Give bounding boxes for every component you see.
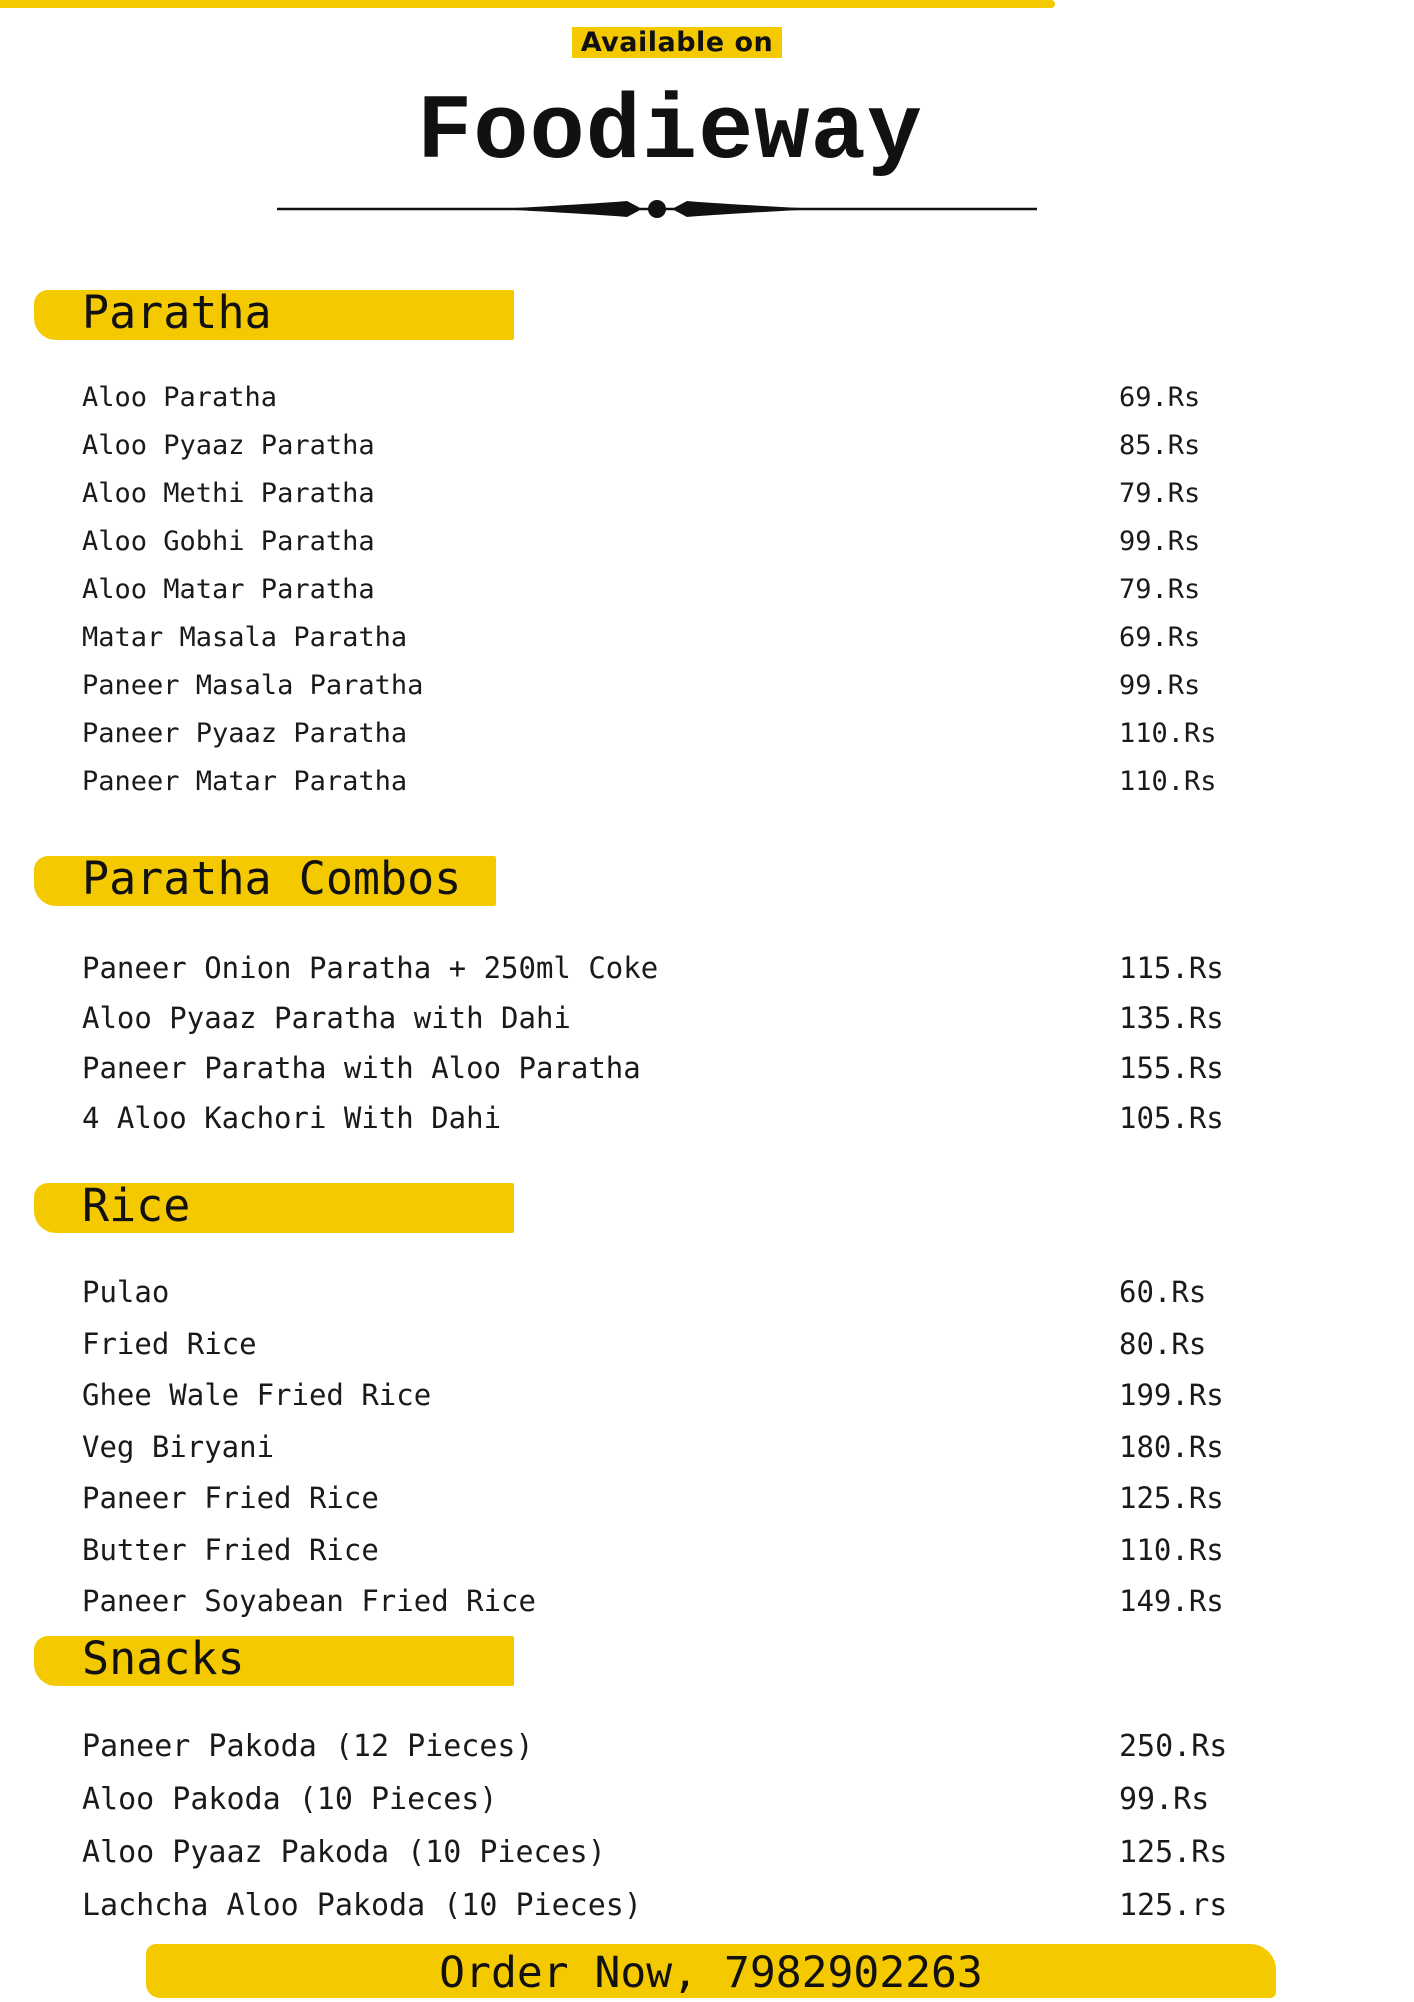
menu-item [82,1720,1232,1773]
menu-item [82,662,1232,710]
item-price: 115.Rs [1119,951,1224,985]
item-name: Butter Fried Rice [82,1532,379,1567]
item-name: Paneer Onion Paratha + 250ml Coke [82,951,659,985]
menu-item [82,1525,1232,1577]
item-price: 99.Rs [1119,1782,1210,1817]
item-name: Paneer Pyaaz Paratha [82,718,408,749]
item-name: Aloo Gobhi Paratha [82,526,375,557]
menu-item [82,1576,1232,1628]
item-name: Paneer Soyabean Fried Rice [82,1584,536,1618]
section-title-snacks: Snacks [82,1632,245,1685]
order-now-text: Order Now, 7982902263 [439,1948,983,1998]
rice-items [82,1267,1232,1628]
item-name: Paneer Fried Rice [82,1481,379,1515]
menu-item [82,1093,1232,1143]
item-price: 125.rs [1119,1888,1228,1923]
item-name: Matar Masala Paratha [82,622,408,653]
item-name: Aloo Paratha [82,382,278,413]
menu-item [82,1370,1232,1422]
menu-item [82,1879,1232,1932]
menu-item [82,758,1232,806]
menu-item [82,422,1232,470]
brand-title: Foodieway [417,80,923,185]
menu-item [82,710,1232,758]
item-name: Ghee Wale Fried Rice [82,1378,432,1412]
item-name: Aloo Matar Paratha [82,574,375,605]
menu-item [82,1473,1232,1525]
item-name: Lachcha Aloo Pakoda (10 Pieces) [82,1888,642,1923]
item-name: Paneer Masala Paratha [82,670,424,701]
item-price: 79.Rs [1119,478,1201,509]
item-name: Aloo Methi Paratha [82,478,375,509]
menu-item [82,1773,1232,1826]
item-name: Aloo Pakoda (10 Pieces) [82,1782,498,1817]
item-name: Aloo Pyaaz Pakoda (10 Pieces) [82,1835,606,1870]
item-price: 80.Rs [1119,1326,1207,1361]
item-name: Paneer Paratha with Aloo Paratha [82,1051,641,1085]
item-price: 149.Rs [1119,1584,1224,1618]
item-price: 69.Rs [1119,382,1201,413]
available-on-label: Available on [572,27,782,58]
menu-item [82,1319,1232,1371]
item-name: Paneer Matar Paratha [82,766,408,797]
menu-item [82,614,1232,662]
item-price: 180.Rs [1119,1429,1224,1464]
paratha-combos-items [82,943,1232,1143]
item-name: Fried Rice [82,1326,257,1361]
item-price: 125.Rs [1119,1481,1224,1515]
top-accent-stripe [0,0,1055,8]
item-price: 110.Rs [1119,718,1217,749]
item-price: 60.Rs [1119,1275,1207,1309]
item-price: 110.Rs [1119,1532,1224,1567]
item-name: Veg Biryani [82,1429,275,1464]
menu-item [82,1267,1232,1319]
item-name: Aloo Pyaaz Paratha with Dahi [82,1001,571,1035]
menu-item [82,518,1232,566]
item-price: 79.Rs [1119,574,1201,605]
item-name: Paneer Pakoda (12 Pieces) [82,1729,534,1764]
item-price: 199.Rs [1119,1378,1224,1412]
ornament-divider [277,194,1037,224]
item-price: 69.Rs [1119,622,1201,653]
item-name: Pulao [82,1275,170,1309]
item-price: 155.Rs [1119,1051,1224,1085]
item-price: 250.Rs [1119,1729,1228,1764]
item-price: 125.Rs [1119,1835,1228,1870]
snacks-items [82,1720,1232,1932]
menu-item [82,470,1232,518]
menu-item [82,993,1232,1043]
item-price: 99.Rs [1119,526,1201,557]
item-price: 105.Rs [1119,1101,1224,1135]
item-price: 135.Rs [1119,1001,1224,1035]
item-price: 99.Rs [1119,670,1201,701]
menu-item [82,566,1232,614]
menu-item [82,1043,1232,1093]
item-price: 85.Rs [1119,430,1201,461]
menu-item [82,374,1232,422]
menu-item [82,943,1232,993]
section-title-paratha-combos: Paratha Combos [82,852,462,905]
menu-item [82,1422,1232,1474]
menu-item [82,1826,1232,1879]
item-name: Aloo Pyaaz Paratha [82,430,375,461]
section-title-rice: Rice [82,1179,191,1232]
section-title-paratha: Paratha [82,286,272,339]
item-name: 4 Aloo Kachori With Dahi [82,1101,502,1135]
item-price: 110.Rs [1119,766,1217,797]
paratha-items [82,374,1232,806]
